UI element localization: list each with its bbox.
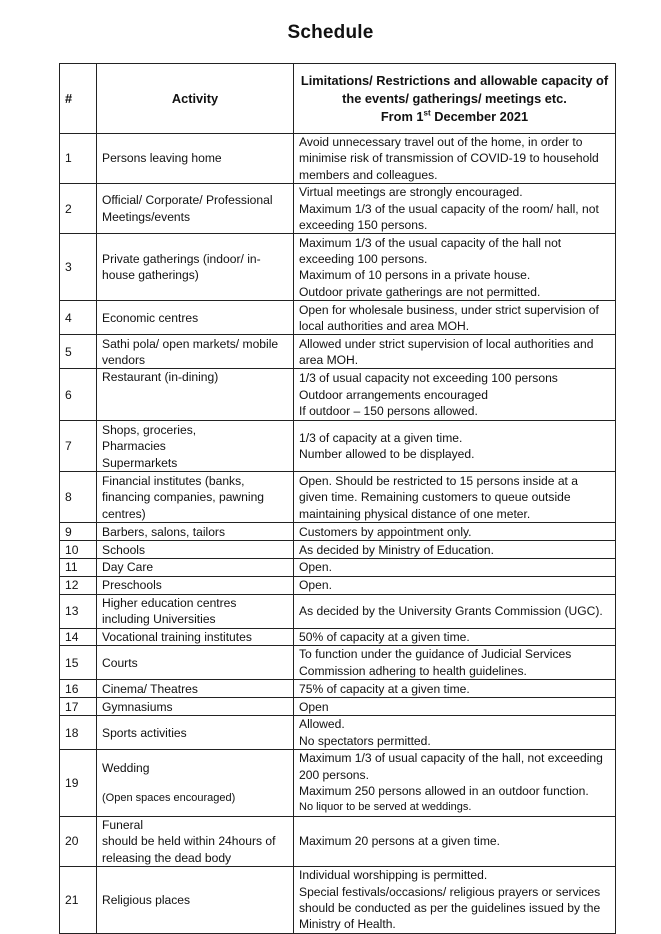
limitation-line: To function under the guidance of Judicial Services (299, 647, 572, 662)
limitation-line: maintaining physical distance of one meter. (299, 506, 531, 521)
table-row (60, 716, 616, 750)
limitation-line: Open. (299, 560, 332, 575)
activity-line: Persons leaving home (102, 151, 222, 166)
row-number: 9 (60, 523, 97, 541)
activity-cell (97, 301, 294, 335)
row-number: 17 (60, 698, 97, 716)
table-row (60, 594, 616, 628)
limitation-line: Special festivals/occasions/ religious prayers or services (299, 884, 601, 899)
limitation-line: Outdoor arrangements encouraged (299, 387, 488, 402)
activity-line: Economic centres (102, 310, 199, 325)
row-number: 19 (60, 750, 97, 817)
activity-line: Official/ Corporate/ Professional (102, 193, 273, 208)
activity-cell (97, 680, 294, 698)
table-row (60, 523, 616, 541)
limitations-cell (294, 716, 616, 750)
limitations-cell (294, 335, 616, 369)
activity-line: centres) (102, 506, 146, 521)
schedule-table (59, 63, 616, 934)
row-number: 6 (60, 369, 97, 421)
table-row (60, 646, 616, 680)
activity-cell (97, 628, 294, 645)
limitation-line: members and colleagues. (299, 167, 438, 182)
activity-cell (97, 576, 294, 594)
activity-cell (97, 184, 294, 234)
limitation-line: 75% of capacity at a given time. (299, 681, 470, 696)
activity-line: vendors (102, 352, 146, 367)
limitations-cell (294, 594, 616, 628)
activity-line: Shops, groceries, (102, 422, 197, 437)
limitation-line: Maximum 1/3 of the usual capacity of the room/ hall, not (299, 201, 599, 216)
limitation-line: Maximum 1/3 of usual capacity of the hall, not exceeding (299, 751, 603, 766)
limitation-line: 1/3 of usual capacity not exceeding 100 persons (299, 371, 558, 386)
row-number: 5 (60, 335, 97, 369)
activity-line: Gymnasiums (102, 699, 173, 714)
row-number: 14 (60, 628, 97, 645)
row-number: 16 (60, 680, 97, 698)
row-number: 10 (60, 541, 97, 559)
activity-line: Preschools (102, 578, 162, 593)
limitation-line: given time. Remaining customers to queue outside (299, 490, 571, 505)
activity-cell (97, 523, 294, 541)
limitations-cell (294, 369, 616, 421)
table-row (60, 421, 616, 472)
activity-cell (97, 369, 294, 421)
limitations-cell (294, 816, 616, 866)
limitation-line: Outdoor private gatherings are not permitted. (299, 284, 541, 299)
activity-cell (97, 716, 294, 750)
row-number: 4 (60, 301, 97, 335)
activity-line: Day Care (102, 560, 154, 575)
limitation-line: Customers by appointment only. (299, 524, 472, 539)
limitation-line: area MOH. (299, 352, 359, 367)
limitations-cell (294, 750, 616, 817)
row-number: 20 (60, 816, 97, 866)
activity-line: Vocational training institutes (102, 629, 252, 644)
table-row (60, 472, 616, 523)
row-number: 13 (60, 594, 97, 628)
limitation-line: local authorities and area MOH. (299, 318, 470, 333)
table-row (60, 628, 616, 645)
limitations-cell (294, 523, 616, 541)
table-row (60, 301, 616, 335)
activity-line: Religious places (102, 892, 191, 907)
limitations-cell (294, 301, 616, 335)
table-row (60, 134, 616, 184)
activity-cell (97, 698, 294, 716)
limitations-cell (294, 541, 616, 559)
limitation-line: Open (299, 699, 329, 714)
header-number: # (60, 64, 97, 134)
header-limitations-date: From 1st December 2021 (380, 108, 529, 124)
page-title: Schedule (287, 22, 374, 43)
activity-line: financing companies, pawning (102, 490, 265, 505)
activity-line: Funeral (102, 817, 144, 832)
activity-line: Sports activities (102, 725, 187, 740)
limitation-line: Ministry of Health. (299, 917, 396, 932)
activity-line: Supermarkets (102, 455, 178, 470)
limitations-cell (294, 646, 616, 680)
limitation-line: As decided by the University Grants Commission (UGC). (299, 604, 603, 619)
row-number: 7 (60, 421, 97, 472)
row-number: 18 (60, 716, 97, 750)
activity-line: Wedding (102, 760, 150, 775)
table-row (60, 541, 616, 559)
table-row (60, 234, 616, 301)
activity-line: Higher education centres (102, 595, 237, 610)
limitation-line: If outdoor – 150 persons allowed. (299, 404, 478, 419)
table-row (60, 335, 616, 369)
limitation-line: 200 persons. (299, 767, 369, 782)
limitation-line: minimise risk of transmission of COVID-19 to household (299, 151, 599, 166)
header-limitations-line1: Limitations/ Restrictions and allowable capacity of (300, 72, 609, 88)
limitation-line: 50% of capacity at a given time. (299, 629, 470, 644)
table-row (60, 680, 616, 698)
table-row (60, 816, 616, 866)
activity-cell (97, 594, 294, 628)
limitation-line: Maximum 1/3 of the usual capacity of the hall not (299, 235, 562, 250)
activity-cell (97, 335, 294, 369)
limitation-line: Individual worshipping is permitted. (299, 868, 488, 883)
limitation-line: Commission adhering to health guidelines. (299, 663, 527, 678)
activity-note: (Open spaces encouraged) (102, 792, 236, 805)
activity-cell (97, 559, 294, 576)
header-activity: Activity (97, 64, 294, 134)
limitations-cell (294, 698, 616, 716)
limitations-cell (294, 184, 616, 234)
limitations-cell (294, 628, 616, 645)
limitations-cell (294, 134, 616, 184)
limitation-line: Open. Should be restricted to 15 persons inside at a (299, 473, 579, 488)
activity-line: Sathi pola/ open markets/ mobile (102, 336, 279, 351)
header-limitations (294, 64, 616, 134)
limitation-line: No spectators permitted. (299, 733, 431, 748)
activity-line: Pharmacies (102, 439, 166, 454)
limitations-cell (294, 576, 616, 594)
table-row (60, 750, 616, 817)
limitations-cell (294, 472, 616, 523)
activity-line: Financial institutes (banks, (102, 473, 245, 488)
activity-line: Courts (102, 655, 138, 670)
limitations-cell (294, 680, 616, 698)
activity-cell (97, 816, 294, 866)
limitation-line: should be conducted as per the guidelines issued by the (299, 900, 601, 915)
row-number: 8 (60, 472, 97, 523)
limitation-line: Open for wholesale business, under strict supervision of (299, 302, 599, 317)
limitation-line: Virtual meetings are strongly encouraged. (299, 185, 523, 200)
table-row (60, 698, 616, 716)
activity-line: house gatherings) (102, 268, 199, 283)
limitation-line: Maximum 250 persons allowed in an outdoor function. (299, 784, 589, 799)
limitations-cell (294, 234, 616, 301)
row-number: 21 (60, 867, 97, 934)
row-number: 3 (60, 234, 97, 301)
activity-line: including Universities (102, 612, 216, 627)
activity-line: should be held within 24hours of (102, 834, 276, 849)
activity-line: Private gatherings (indoor/ in- (102, 252, 261, 267)
activity-line: releasing the dead body (102, 850, 232, 865)
activity-line: Meetings/events (102, 209, 191, 224)
activity-line: Cinema/ Theatres (102, 681, 198, 696)
activity-line: Restaurant (in-dining) (102, 370, 219, 385)
limitation-line: exceeding 100 persons. (299, 252, 428, 267)
row-number: 15 (60, 646, 97, 680)
activity-cell (97, 541, 294, 559)
limitation-line: Maximum 20 persons at a given time. (299, 834, 500, 849)
activity-line: Schools (102, 542, 146, 557)
activity-cell (97, 472, 294, 523)
limitation-line: As decided by Ministry of Education. (299, 542, 494, 557)
activity-line: Barbers, salons, tailors (102, 524, 226, 539)
table-header-row (60, 64, 616, 134)
limitation-line: Avoid unnecessary travel out of the home, in order to (299, 135, 583, 149)
table-row (60, 184, 616, 234)
limitation-line: Open. (299, 578, 332, 593)
limitations-cell (294, 559, 616, 576)
limitation-note: No liquor to be served at weddings. (299, 801, 472, 814)
table-row (60, 369, 616, 421)
limitation-line: Allowed under strict supervision of local authorities and (299, 336, 594, 351)
header-limitations-line2: the events/ gatherings/ meetings etc. (342, 90, 567, 106)
limitations-cell (294, 421, 616, 472)
activity-cell (97, 134, 294, 184)
row-number: 11 (60, 559, 97, 576)
row-number: 1 (60, 134, 97, 184)
limitation-line: Number allowed to be displayed. (299, 447, 475, 462)
limitation-line: 1/3 of capacity at a given time. (299, 431, 463, 446)
activity-cell (97, 750, 294, 817)
limitation-line: exceeding 150 persons. (299, 218, 428, 233)
limitation-line: Maximum of 10 persons in a private house. (299, 268, 531, 283)
table-row (60, 559, 616, 576)
activity-cell (97, 234, 294, 301)
activity-cell (97, 421, 294, 472)
limitation-line: Allowed. (299, 717, 345, 732)
row-number: 12 (60, 576, 97, 594)
row-number: 2 (60, 184, 97, 234)
activity-cell (97, 646, 294, 680)
table-row (60, 576, 616, 594)
